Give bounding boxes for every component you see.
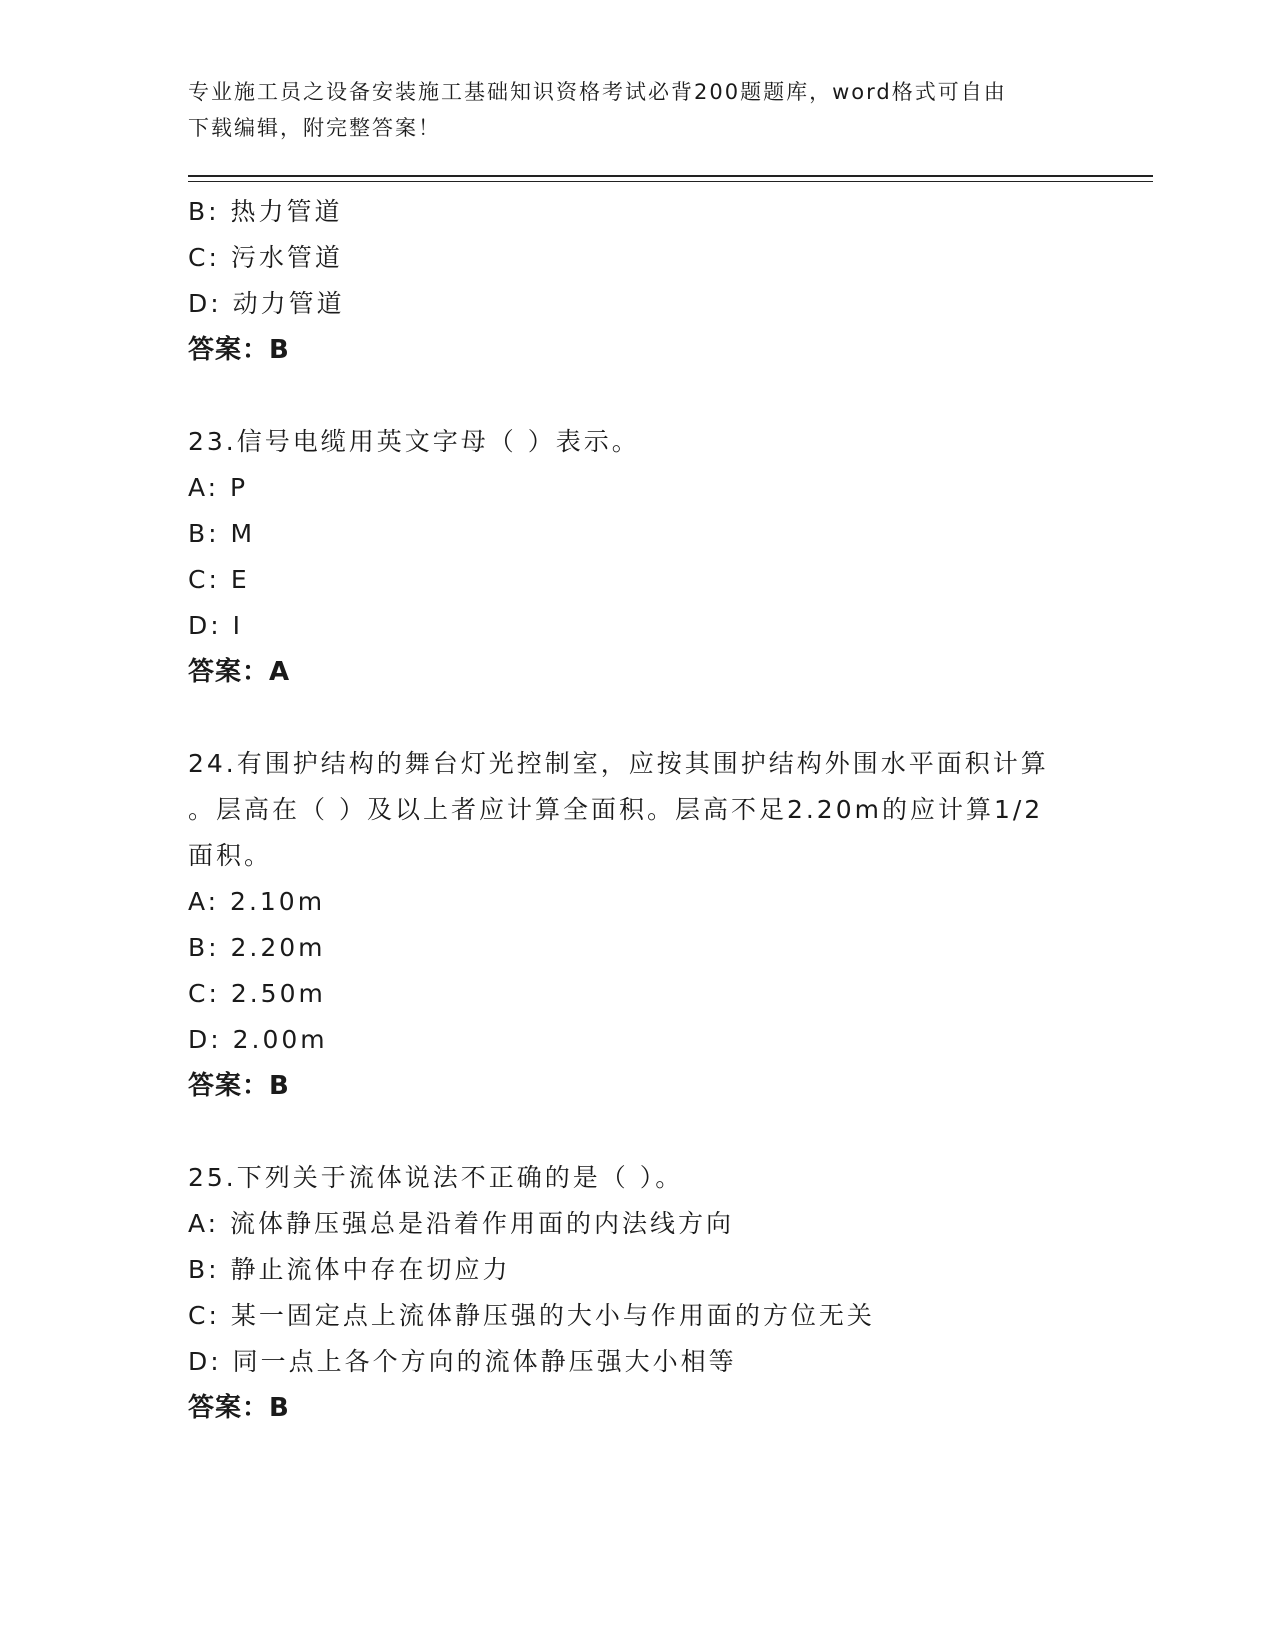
answer: 答案：A <box>188 657 291 687</box>
option-d: D: 动力管道 <box>188 289 345 318</box>
spacer <box>188 1109 1088 1155</box>
option-d: D: I <box>188 611 243 640</box>
option-d: D: 同一点上各个方向的流体静压强大小相等 <box>188 1347 737 1376</box>
option-c: C: E <box>188 565 250 594</box>
spacer <box>188 373 1088 419</box>
option-c: C: 污水管道 <box>188 243 343 272</box>
option-b: B: 热力管道 <box>188 197 343 226</box>
spacer <box>188 695 1088 741</box>
question-text-line-3: 面积。 <box>188 841 273 870</box>
question-25 <box>188 1155 1088 1431</box>
answer: 答案：B <box>188 335 290 365</box>
header-line-1: 专业施工员之设备安装施工基础知识资格考试必背200题题库，word格式可自由 <box>188 80 1007 104</box>
question-22 <box>188 189 1088 373</box>
answer: 答案：B <box>188 1071 290 1101</box>
question-text-line-2: 。层高在（ ）及以上者应计算全面积。层高不足2.20m的应计算1/2 <box>188 795 1044 824</box>
option-d: D: 2.00m <box>188 1025 328 1054</box>
option-b: B: 静止流体中存在切应力 <box>188 1255 511 1284</box>
option-a: A: 2.10m <box>188 887 326 916</box>
header-divider-thick <box>188 175 1153 177</box>
option-c: C: 2.50m <box>188 979 326 1008</box>
option-a: A: P <box>188 473 249 502</box>
answer: 答案：B <box>188 1393 290 1423</box>
question-list <box>188 189 1088 1431</box>
header-line-2: 下载编辑，附完整答案！ <box>188 116 441 140</box>
option-b: B: M <box>188 519 256 548</box>
document-header <box>188 74 1088 146</box>
option-b: B: 2.20m <box>188 933 326 962</box>
question-text-line-1: 24.有围护结构的舞台灯光控制室，应按其围护结构外围水平面积计算 <box>188 749 1049 778</box>
question-text: 23.信号电缆用英文字母（ ）表示。 <box>188 427 640 456</box>
option-c: C: 某一固定点上流体静压强的大小与作用面的方位无关 <box>188 1301 875 1330</box>
question-text: 25.下列关于流体说法不正确的是（ ）。 <box>188 1163 684 1192</box>
question-23 <box>188 419 1088 695</box>
option-a: A: 流体静压强总是沿着作用面的内法线方向 <box>188 1209 735 1238</box>
header-divider-thin <box>188 181 1153 182</box>
question-24 <box>188 741 1088 1109</box>
